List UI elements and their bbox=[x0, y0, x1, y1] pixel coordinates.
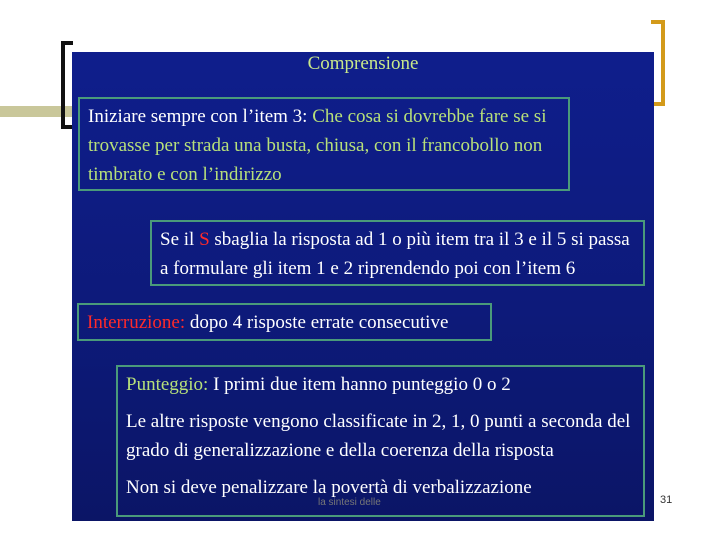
slide-image bbox=[72, 52, 654, 521]
interruption-label: Interruzione: bbox=[87, 312, 186, 333]
interruption-box bbox=[77, 303, 492, 341]
scoring-line-3: Non si deve penalizzare la povertà di verbalizzazione bbox=[126, 477, 532, 498]
scoring-line-1-text: I primi due item hanno punteggio 0 o 2 bbox=[208, 374, 511, 395]
interruption-text: dopo 4 risposte errate consecutive bbox=[185, 312, 449, 333]
error-rule-pre: Se il bbox=[160, 229, 200, 250]
page-number: 31 bbox=[660, 494, 673, 506]
scoring-box bbox=[116, 365, 645, 517]
error-rule-text: sbaglia la risposta ad 1 o più item tra il 3 e il 5 si passa a formulare gli item 1 e 2 riprendendo poi con l’item 6 bbox=[160, 229, 630, 279]
scoring-label: Punteggio: bbox=[126, 374, 209, 395]
slide-title: Comprensione bbox=[307, 53, 419, 74]
instruction-box bbox=[78, 97, 570, 191]
error-rule-box bbox=[150, 220, 645, 286]
footer-text: la sintesi delle bbox=[318, 497, 381, 508]
instruction-prefix: Iniziare sempre con l’item 3: bbox=[88, 106, 313, 127]
subject-s: S bbox=[199, 229, 210, 250]
scoring-line-1 bbox=[126, 370, 635, 399]
scoring-line-2: Le altre risposte vengono classificate in 2, 1, 0 punti a seconda del grado di generalizzazione e della coerenza della risposta bbox=[126, 411, 631, 461]
item3-question: Che cosa si dovrebbe fare se si trovasse per strada una busta, chiusa, con il francobollo non timbrato e con l’indirizzo bbox=[88, 106, 547, 185]
